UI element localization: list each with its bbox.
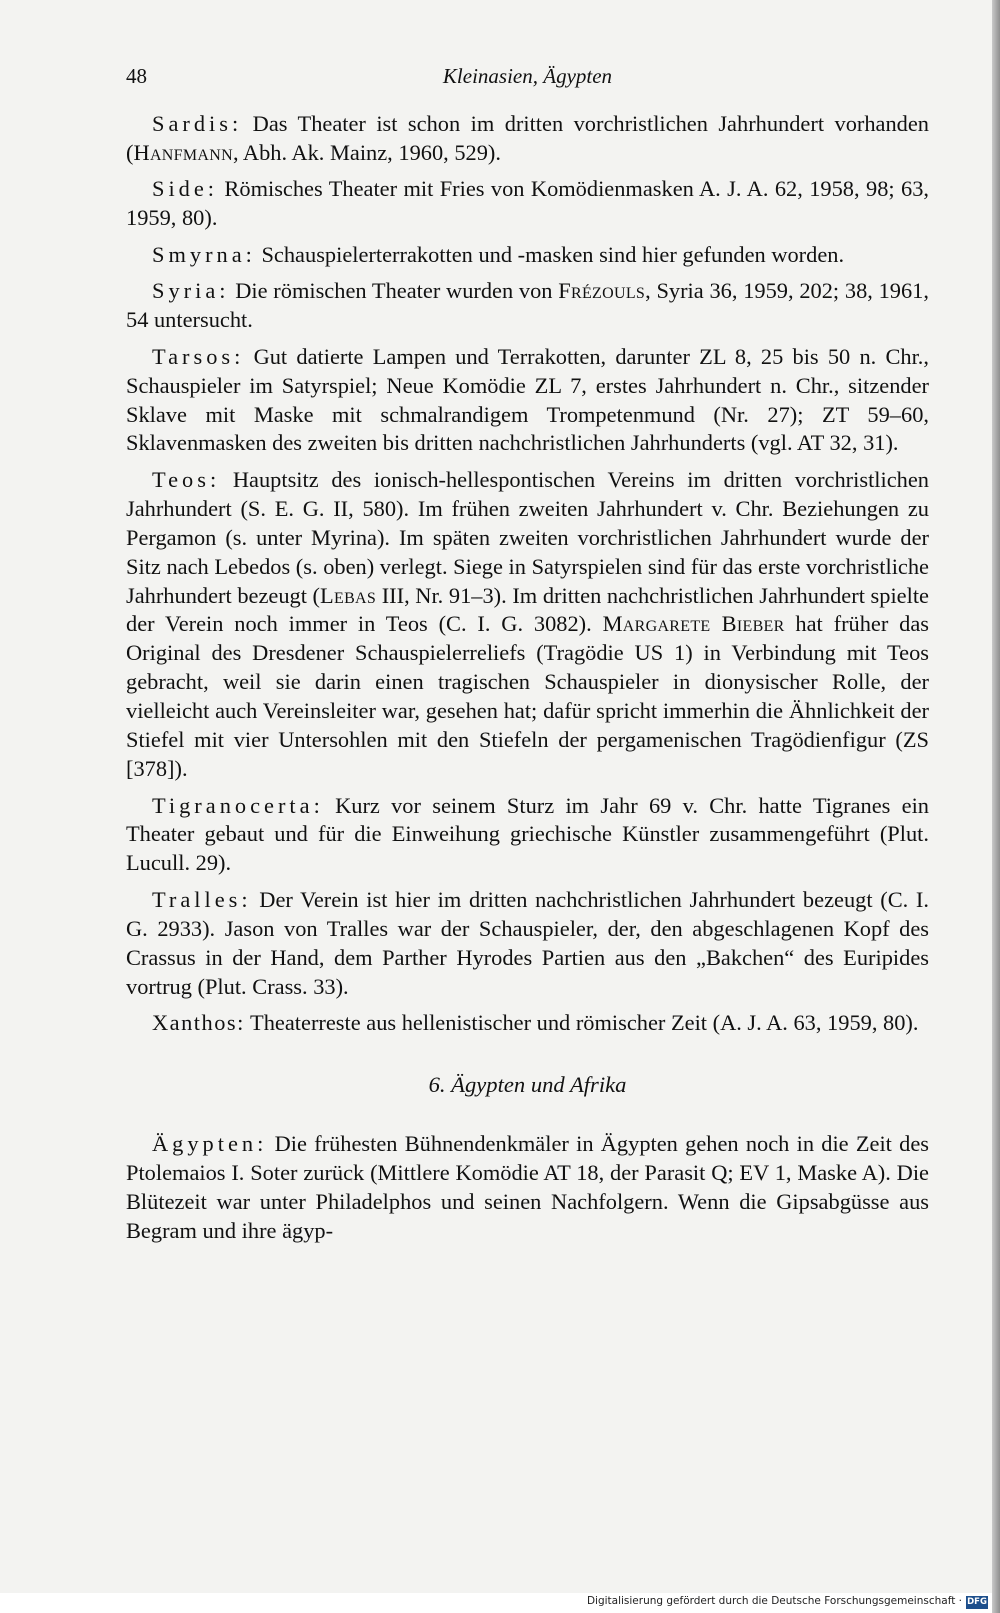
entry-text: Gut datierte Lampen und Terrakotten, darunter ZL 8, 25 bis 50 n. Chr., Schauspieler im Satyrspiel; Neue Komödie ZL 7, erstes Jahrhundert n. Chr., sitzender Sklave mit Maske mit schmalrandigem Trompetenmund (Nr. 27); ZT 59–60, Sklavenmasken des zweiten bis dritten nachchristlichen Jahrhunderts (vgl. AT 32, 31). (126, 343, 929, 456)
place-name: Sardis: (152, 111, 243, 136)
entry-text: Der Verein ist hier im dritten nachchristlichen Jahrhundert bezeugt (C. I. G. 2933). Jason von Tralles war der Schauspieler, der, den abgeschlagenen Kopf des Crassus in der Hand, dem Parther Hyrodes Partien aus den „Bakchen“ des Euripides vortrug (Plut. Crass. 33). (126, 886, 929, 999)
entry-text: , Abh. Ak. Mainz, 1960, 529). (232, 139, 501, 165)
entry-tralles (126, 886, 929, 1002)
place-name: Side: (152, 176, 219, 202)
author-name: Lebas (320, 582, 377, 608)
running-head: Kleinasien, Ägypten (442, 64, 613, 88)
entry-side (126, 175, 929, 233)
page-edge-shadow (992, 0, 1000, 1613)
place-name: Tralles: (152, 886, 252, 912)
entry-teos (126, 466, 929, 784)
place-name: Teos: (152, 466, 221, 492)
entry-text: Römisches Theater mit Fries von Komödienmasken A. J. A. 62, 1958, 98; 63, 1959, 80). (126, 176, 929, 231)
author-name: Frézouls (558, 278, 646, 304)
place-name: Tigranocerta: (152, 792, 324, 818)
dfg-logo-icon: DFG (967, 1597, 987, 1607)
footer-credit: Digitalisierung gefördert durch die Deutsche Forschungsgemeinschaft · (586, 1595, 962, 1607)
section-heading: 6. Ägypten und Afrika (428, 1071, 627, 1097)
place-name: Tarsos: (152, 343, 245, 369)
entry-text: III, Nr. 91–3). Im dritten nachchristlichen Jahrhundert spielte der Verein noch immer in Teos (C. I. G. 3082). (126, 582, 929, 637)
entry-tarsos (126, 343, 929, 459)
page-header (126, 64, 929, 92)
entry-text: , Syria 36, 1959, 202; 38, 1961, 54 untersucht. (126, 278, 929, 333)
entry-text: Theaterreste aus hellenistischer und römischer Zeit (A. J. A. 63, 1959, 80). (244, 1010, 919, 1036)
entry-aegypten (126, 1130, 929, 1246)
entry-text: Hauptsitz des ionisch-hellespontischen Vereins im dritten vorchristlichen Jahrhundert (S. E. G. II, 580). Im frühen zweiten Jahrhundert v. Chr. Beziehungen zu Pergamon (s. unter Myrina). Im späten zweiten vorchristlichen Jahrhundert wurde der Sitz nach Lebedos (s. oben) verlegt. Siege in Satyrspielen sind für das erste vorchristliche Jahrhundert bezeugt ( (126, 466, 929, 608)
entry-text: Das Theater ist schon im dritten vorchristlichen Jahrhundert vorhanden ( (126, 111, 929, 165)
place-name: Ägypten: (152, 1130, 268, 1156)
author-name: Margarete Bieber (602, 611, 785, 637)
entry-text: hat früher das Original des Dresdener Schauspielerreliefs (Tragödie US 1) in Verbindung mit Teos gebracht, weil sie darin einen tragischen Schauspieler in dionysischer Rolle, der vielleicht auch Vereinsleiter war, gesehen hat; dafür spricht immerhin die Ähnlichkeit der Stiefel mit vier Untersohlen mit den Stiefeln der pergamenischen Tragödienfigur (ZS [378]). (126, 611, 929, 781)
entry-syria (126, 277, 929, 335)
place-name: Syria: (152, 278, 230, 304)
entry-xanthos (126, 1009, 929, 1038)
place-name: Smyrna: (152, 241, 256, 267)
entry-text: Schauspielerterrakotten und -masken sind hier gefunden worden. (255, 241, 845, 267)
body-text (126, 110, 929, 1253)
entry-tigranocerta (126, 792, 929, 879)
footer-bar (0, 1593, 992, 1613)
page-number: 48 (126, 64, 147, 88)
entry-smyrna (126, 241, 929, 270)
entry-text: Die frühesten Bühnendenkmäler in Ägypten gehen noch in die Zeit des Ptolemaios I. Soter zurück (Mittlere Komödie AT 18, der Parasit Q; EV 1, Maske A). Die Blütezeit war unter Philadelphos und seinen Nachfolgern. Wenn die Gipsabgüsse aus Begram und ihre ägyp- (126, 1130, 929, 1243)
place-name: Xanthos: (152, 1010, 245, 1036)
author-name: Hanfmann (133, 139, 233, 165)
entry-text: Die römischen Theater wurden von (229, 278, 559, 304)
entry-text: Kurz vor seinem Sturz im Jahr 69 v. Chr. hatte Tigranes ein Theater gebaut und für die Einweihung griechische Künstler zusammengeführt (Plut. Lucull. 29). (126, 792, 929, 876)
entry-sardis (126, 110, 929, 168)
